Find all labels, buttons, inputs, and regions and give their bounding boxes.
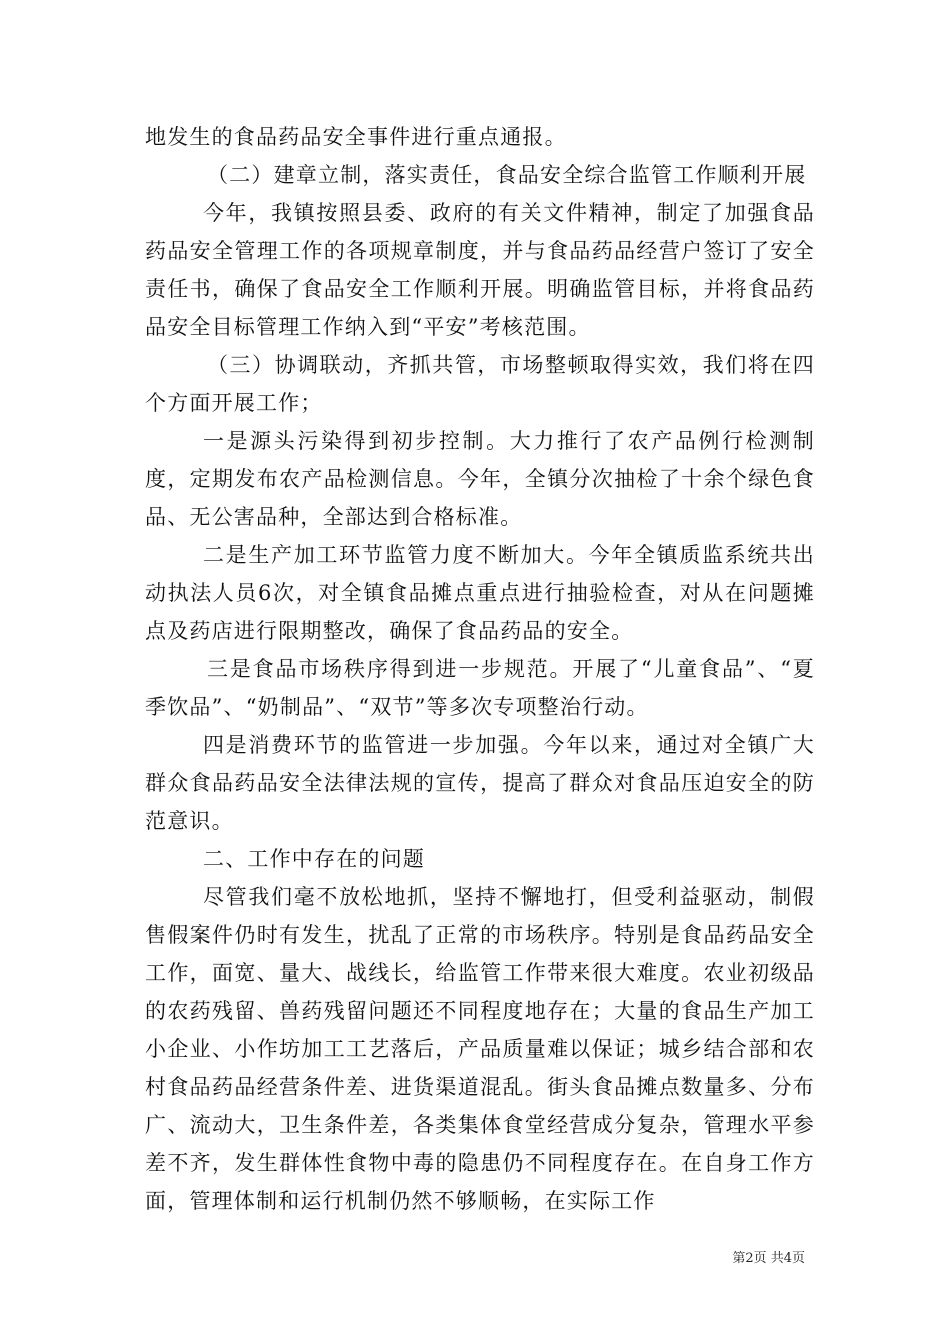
paragraph-item-4: 四是消费环节的监管进一步加强。今年以来，通过对全镇广大群众食品药品安全法律法规的宣传，提高了群众对食品压迫安全的防范意识。 bbox=[145, 733, 815, 833]
paragraph-regulations: 今年，我镇按照县委、政府的有关文件精神，制定了加强食品药品安全管理工作的各项规章制度，并与食品药品经营户签订了安全责任书，确保了食品安全工作顺利开展。明确监管目标，并将食品药品安全目标管理工作纳入到“平安”考核范围。 bbox=[145, 201, 815, 339]
paragraph-continuation: 地发生的食品药品安全事件进行重点通报。 bbox=[145, 125, 567, 149]
page-number: 第2页 共4页 bbox=[732, 1251, 805, 1266]
paragraph-problems: 尽管我们毫不放松地抓，坚持不懈地打，但受利益驱动，制假售假案件仍时有发生，扰乱了正常的市场秩序。特别是食品药品安全工作，面宽、量大、战线长，给监管工作带来很大难度。农业初级品的农药残留、兽药残留问题还不同程度地存在；大量的食品生产加工小企业、小作坊加工工艺落后，产品质量难以保证；城乡结合部和农村食品药品经营条件差、进货渠道混乱。街头食品摊点数量多、分布广、流动大，卫生条件差，各类集体食堂经营成分复杂，管理水平参差不齐，发生群体性食物中毒的隐患仍不同程度存在。在自身工作方面，管理体制和运行机制仍然不够顺畅，在实际工作 bbox=[145, 885, 815, 1213]
section-heading-2: （二）建章立制，落实责任，食品安全综合监管工作顺利开展 bbox=[207, 163, 807, 187]
paragraph-item-2: 二是生产加工环节监管力度不断加大。今年全镇质监系统共出动执法人员6次，对全镇食品摊点重点进行抽验检查，对从在问题摊点及药店进行限期整改，确保了食品药品的安全。 bbox=[145, 543, 815, 643]
paragraph-item-3: 三是食品市场秩序得到进一步规范。开展了“儿童食品”、“夏季饮品”、“奶制品”、“双节”等多次专项整治行动。 bbox=[145, 657, 815, 719]
section-heading-problems: 二、工作中存在的问题 bbox=[203, 847, 425, 871]
section-heading-3: （三）协调联动，齐抓共管，市场整顿取得实效，我们将在四个方面开展工作； bbox=[145, 353, 815, 415]
document-body bbox=[145, 118, 815, 1220]
paragraph-item-1: 一是源头污染得到初步控制。大力推行了农产品例行检测制度，定期发布农产品检测信息。今年，全镇分次抽检了十余个绿色食品、无公害品种，全部达到合格标准。 bbox=[145, 429, 815, 529]
